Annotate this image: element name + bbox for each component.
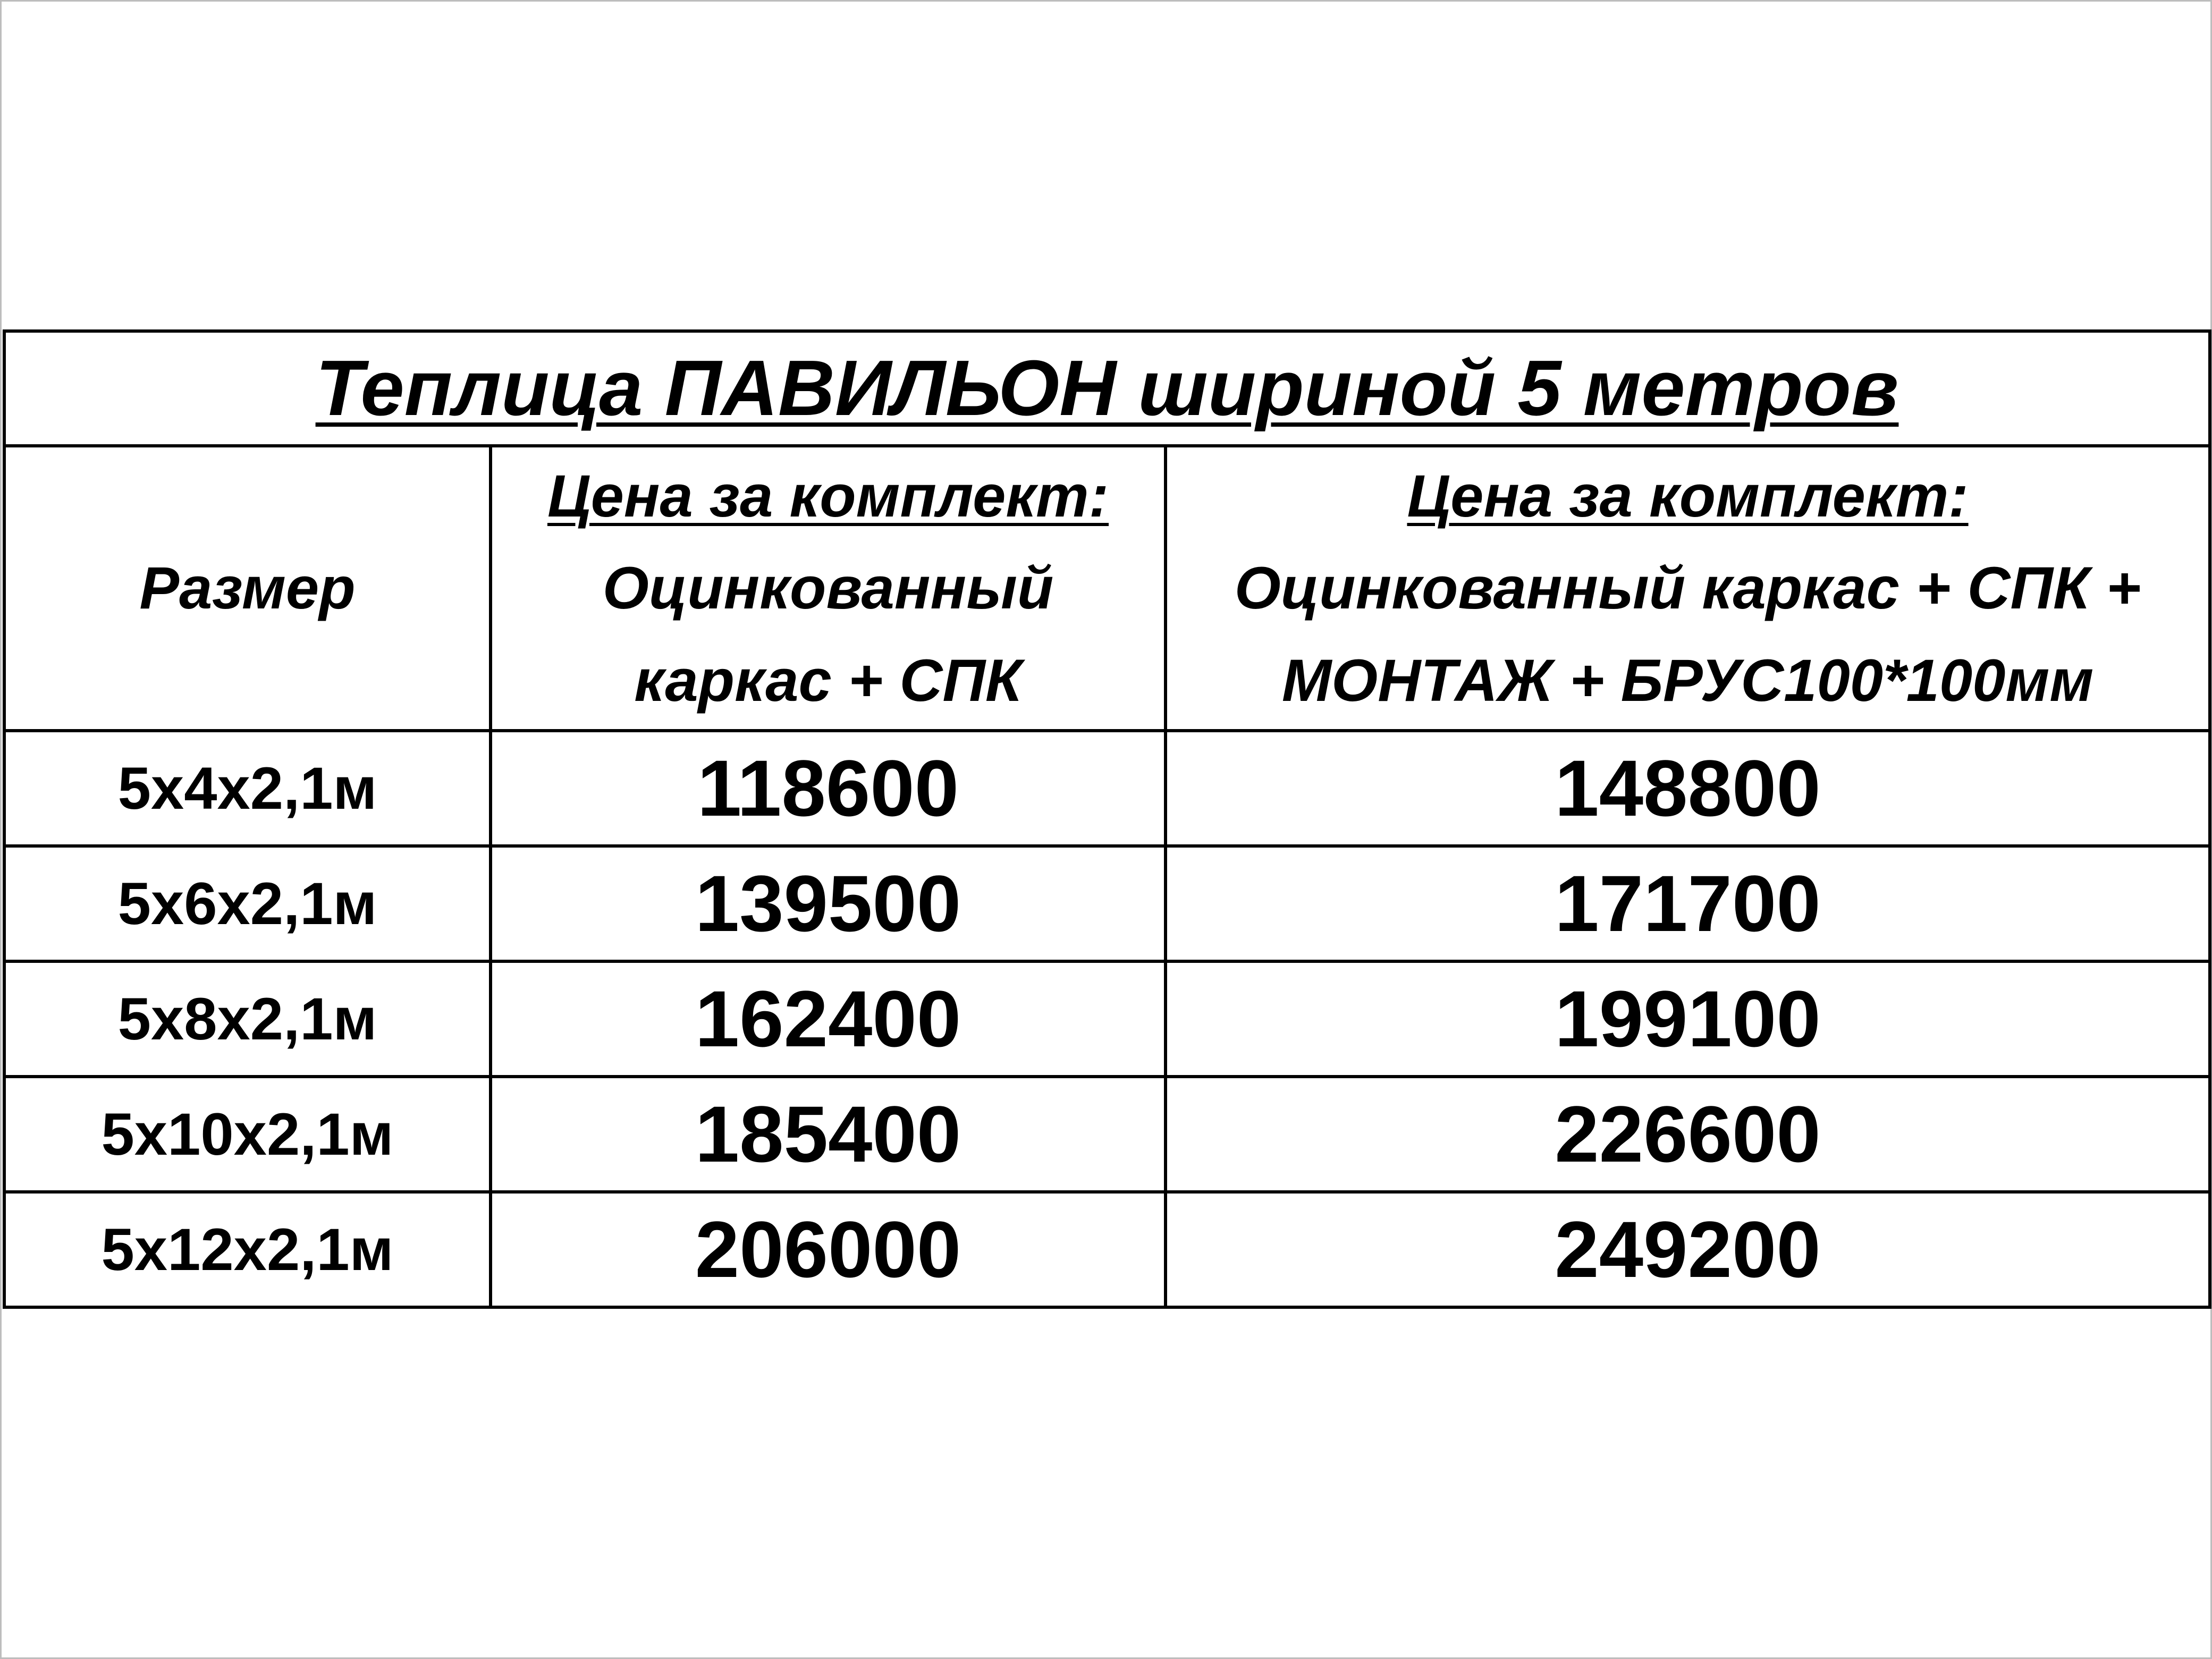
price-kit-cell: 139500 <box>491 846 1166 961</box>
price-kit-install-cell: 199100 <box>1166 961 2210 1077</box>
table-row <box>4 1077 2210 1192</box>
header-price-kit-desc: Оцинкованный каркас + СПК <box>602 555 1054 714</box>
price-kit-install-cell: 249200 <box>1166 1192 2210 1307</box>
price-kit-cell: 185400 <box>491 1077 1166 1192</box>
size-cell: 5х12х2,1м <box>4 1192 491 1307</box>
header-price-kit <box>491 446 1166 731</box>
table-title-cell <box>4 331 2210 446</box>
header-price-kit-install-title: Цена за комплект: <box>1407 462 1969 529</box>
table-row <box>4 731 2210 846</box>
price-kit-install-cell: 171700 <box>1166 846 2210 961</box>
header-row <box>4 446 2210 731</box>
table-row <box>4 1192 2210 1307</box>
table-title: Теплица ПАВИЛЬОН шириной 5 метров <box>315 344 1899 432</box>
table-row <box>4 961 2210 1077</box>
price-kit-cell: 118600 <box>491 731 1166 846</box>
price-kit-install-cell: 148800 <box>1166 731 2210 846</box>
size-cell: 5х6х2,1м <box>4 846 491 961</box>
price-kit-cell: 162400 <box>491 961 1166 1077</box>
size-cell: 5х10х2,1м <box>4 1077 491 1192</box>
price-kit-install-cell: 226600 <box>1166 1077 2210 1192</box>
header-size-label: Размер <box>139 555 356 622</box>
header-price-kit-install-desc: Оцинкованный каркас + СПК + МОНТАЖ + БРУС100*100мм <box>1234 555 2141 714</box>
header-price-kit-title: Цена за комплект: <box>547 462 1109 529</box>
header-size <box>4 446 491 731</box>
price-table <box>3 329 2211 1309</box>
title-row <box>4 331 2210 446</box>
header-price-kit-install <box>1166 446 2210 731</box>
size-cell: 5х8х2,1м <box>4 961 491 1077</box>
table-row <box>4 846 2210 961</box>
size-cell: 5х4х2,1м <box>4 731 491 846</box>
price-kit-cell: 206000 <box>491 1192 1166 1307</box>
